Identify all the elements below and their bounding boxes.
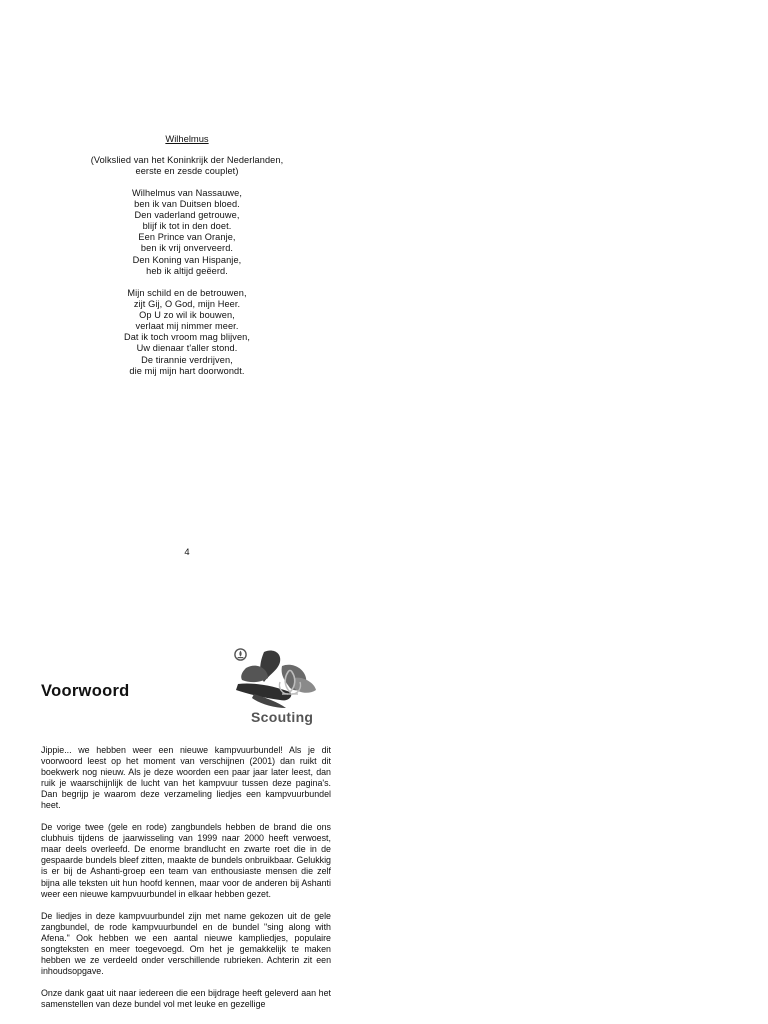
logo-text: Scouting xyxy=(251,709,314,725)
paragraph: Onze dank gaat uit naar iedereen die een bijdrage heeft geleverd aan het samenstellen van deze bundel vol met leuke en gezellige xyxy=(41,987,331,1009)
paragraph: De vorige twee (gele en rode) zangbundels hebben de brand die ons clubhuis tijdens de jaarwisseling van 1999 naar 2000 heeft verwoest, maar deels overleefd. De enorme brandlucht en zwarte roet die in de gespaarde bundels bleef zitten, maakte de bundels onbruikbaar. Gelukkig is er bij de Ashanti-groep een team van enthousiaste mensen die zelf bijna alle teksten uit hun hoofd kennen, maar voor de anderen bij Ashanti weer een nieuwe kampvuurbundel in elkaar hebben gezet. xyxy=(41,822,331,899)
verse-line: blijf ik tot in den doet. xyxy=(142,221,232,232)
verse-line: Den Koning van Hispanje, xyxy=(132,254,242,265)
verse-line: De tirannie verdrijven, xyxy=(141,354,233,365)
verse-line: Op U zo wil ik bouwen, xyxy=(139,310,235,321)
verse-line: ben ik vrij onverveerd. xyxy=(140,243,234,254)
verse-line: verlaat mij nimmer meer. xyxy=(135,321,239,332)
verse-line: Mijn schild en de betrouwen, xyxy=(127,288,247,298)
verse-line: Een Prince van Oranje, xyxy=(138,232,236,243)
song-subtitle-line: eerste en zesde couplet) xyxy=(135,166,239,177)
verse-line: Wilhelmus van Nassauwe, xyxy=(131,188,243,198)
song-title: Wilhelmus xyxy=(165,133,209,144)
verse-line: Den vaderland getrouwe, xyxy=(134,210,240,221)
song-verse-1 xyxy=(56,188,318,277)
scouting-emblem-icon xyxy=(234,648,247,661)
section-heading: Voorwoord xyxy=(41,682,130,700)
song-subtitle-line: (Volkslied van het Koninkrijk der Nederlanden, xyxy=(90,155,284,165)
paragraph: De liedjes in deze kampvuurbundel zijn met name gekozen uit de gele zangbundel, de rode kampvuurbundel en de bundel "sing along with Afena." Ook hebben we een aantal nieuwe kampliedjes, populaire songteksten en meer toegevoegd. Om het je gemakkelijk te maken hebben we ze verdeeld onder verschillende rubrieken. Achterin zit een inhoudsopgave. xyxy=(41,910,331,976)
page-number: 4 xyxy=(184,546,190,557)
fleur-de-lis-icon xyxy=(234,648,326,710)
song-verse-2 xyxy=(56,288,318,377)
verse-line: die mij mijn hart doorwondt. xyxy=(129,365,245,376)
scouting-logo xyxy=(234,648,326,728)
verse-line: heb ik altijd geëerd. xyxy=(146,265,228,276)
paragraph: Jippie... we hebben weer een nieuwe kampvuurbundel! Als je dit voorwoord leest op het moment van verschijnen (2001) dan ruikt dit boekwerk nog nieuw. Als je deze woorden een paar jaar later leest, dan ruik je waarschijnlijk de lucht van het kampvuur tussen deze pagina's. Dan begrijp je waarom deze verzameling liedjes een kampvuurbundel heet. xyxy=(41,745,331,811)
verse-line: ben ik van Duitsen bloed. xyxy=(134,199,240,210)
foreword-body xyxy=(41,745,331,1021)
verse-line: Dat ik toch vroom mag blijven, xyxy=(123,332,251,343)
verse-line: zijt Gij, O God, mijn Heer. xyxy=(133,299,241,310)
verse-line: Uw dienaar t'aller stond. xyxy=(136,343,238,354)
song-subtitle xyxy=(56,155,318,177)
